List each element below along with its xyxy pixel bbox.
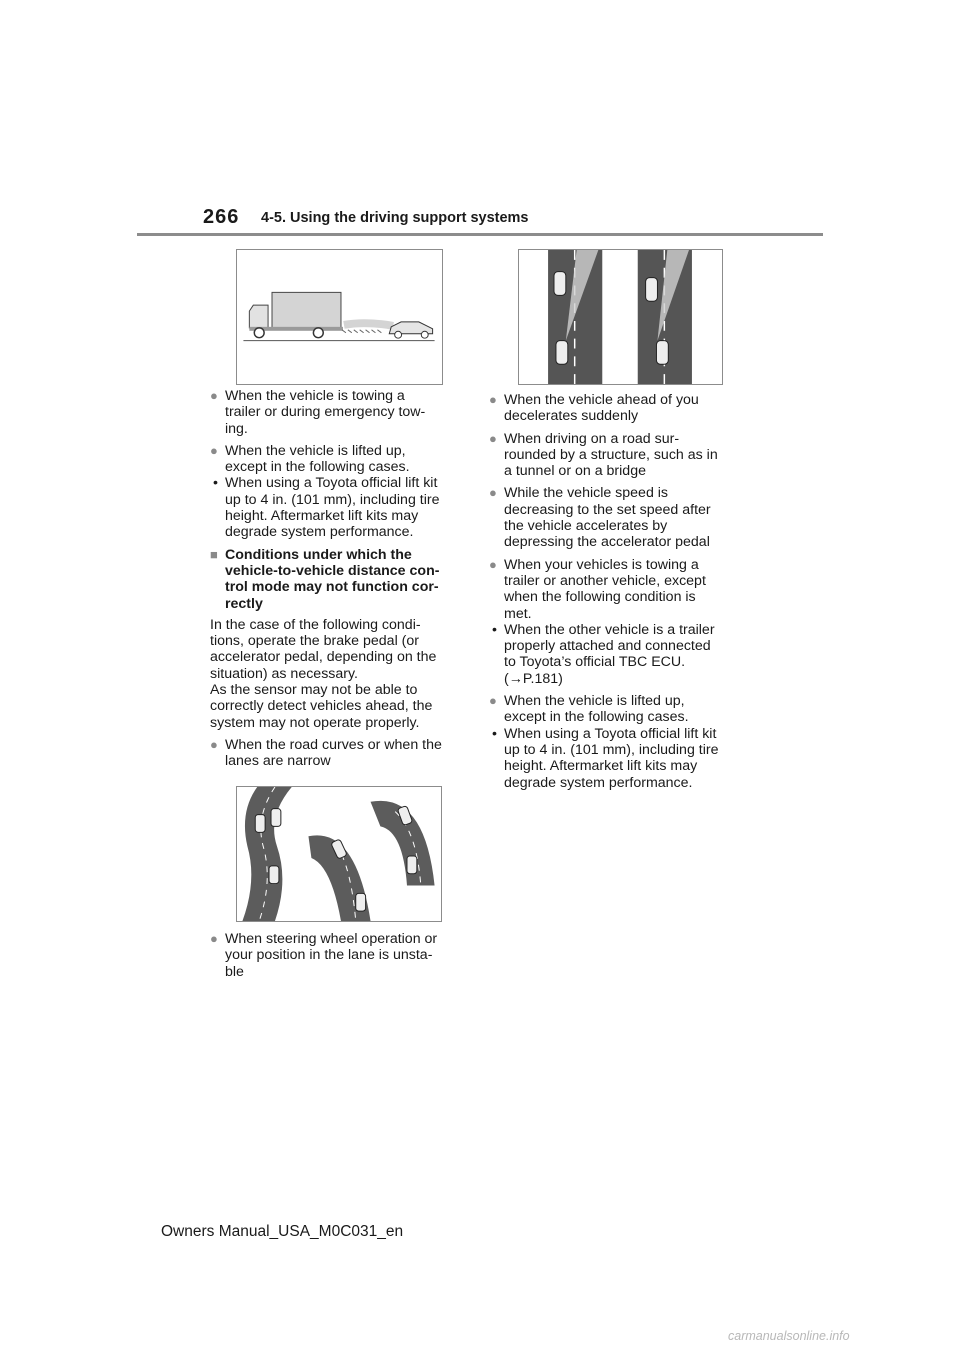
sub-item-lift-kit-right xyxy=(489,726,749,791)
text-line: when the following condition is xyxy=(504,589,696,606)
bullet-dot-icon: ● xyxy=(210,736,218,752)
bullet-steering-unstable xyxy=(210,931,470,980)
text-line: tions, operate the brake pedal (or xyxy=(210,633,420,650)
sub-bullet-icon: • xyxy=(492,725,497,742)
illustration-vehicle-ahead-decelerates xyxy=(518,249,723,385)
heading-line: trol mode may not function cor- xyxy=(225,579,439,596)
left-column-bottom xyxy=(210,931,470,986)
text-line: trailer or during emergency tow- xyxy=(225,404,426,421)
text-line: When driving on a road sur- xyxy=(504,430,680,447)
text-line: up to 4 in. (101 mm), including tire xyxy=(225,491,440,508)
bullet-dot-icon: ● xyxy=(489,430,497,446)
text-line: When the other vehicle is a trailer xyxy=(504,621,715,638)
bullet-dot-icon: ● xyxy=(210,931,218,946)
text-line: decelerates suddenly xyxy=(504,408,639,425)
conditions-paragraph xyxy=(210,617,470,731)
truck-car-illustration xyxy=(237,250,442,384)
page-reference-link[interactable]: (→P.181) xyxy=(504,670,563,687)
text-line: When the vehicle is lifted up, xyxy=(225,442,406,459)
text-line: properly attached and connected xyxy=(504,638,711,655)
header-divider xyxy=(137,233,823,236)
text-line: When using a Toyota official lift kit xyxy=(504,725,717,742)
text-line: When the vehicle ahead of you xyxy=(504,392,699,408)
text-line: system may not operate properly. xyxy=(210,714,420,731)
bullet-towing-another-vehicle xyxy=(489,557,749,622)
text-line: to Toyota’s official TBC ECU. xyxy=(504,654,686,671)
text-line: rounded by a structure, such as in xyxy=(504,446,718,463)
square-marker-icon: ■ xyxy=(210,546,218,562)
watermark: carmanualsonline.info xyxy=(728,1329,850,1343)
bullet-speed-decreasing xyxy=(489,485,749,550)
text-line: correctly detect vehicles ahead, the xyxy=(210,698,433,715)
bullet-towing-trailer xyxy=(210,388,470,437)
curves-illustration xyxy=(237,787,441,921)
text-line: except in the following cases. xyxy=(225,459,410,476)
text-line: In the case of the following condi- xyxy=(210,616,421,633)
illustration-truck-towing xyxy=(236,249,443,385)
text-line: ble xyxy=(225,963,244,980)
bullet-vehicle-lifted-right xyxy=(489,693,749,726)
text-line: lanes are narrow xyxy=(225,753,331,770)
footer-manual-id: Owners Manual_USA_M0C031_en xyxy=(161,1223,404,1240)
bullet-road-structure xyxy=(489,431,749,480)
bullet-vehicle-lifted xyxy=(210,443,470,476)
text-line: degrade system performance. xyxy=(225,524,414,541)
text-line: depressing the accelerator pedal xyxy=(504,534,710,551)
text-line: When the road curves or when the xyxy=(225,736,442,753)
text-line: As the sensor may not be able to xyxy=(210,682,418,699)
text-line: a tunnel or on a bridge xyxy=(504,463,646,480)
heading-line: Conditions under which the xyxy=(225,546,412,563)
heading-line: vehicle-to-vehicle distance con- xyxy=(225,562,440,579)
text-line: When your vehicles is towing a xyxy=(504,556,699,573)
heading-line: rectly xyxy=(225,595,263,612)
lanes-illustration xyxy=(519,250,722,384)
bullet-dot-icon: ● xyxy=(210,442,218,458)
text-line: While the vehicle speed is xyxy=(504,485,669,502)
sub-item-tbc-ecu xyxy=(489,622,749,687)
page-number: 266 xyxy=(203,206,240,228)
sub-bullet-icon: • xyxy=(213,475,218,492)
text-line: ing. xyxy=(225,420,248,437)
bullet-dot-icon: ● xyxy=(489,485,497,501)
text-line: met. xyxy=(504,605,532,622)
text-line: except in the following cases. xyxy=(504,709,689,726)
text-line: height. Aftermarket lift kits may xyxy=(504,758,698,775)
text-line: up to 4 in. (101 mm), including tire xyxy=(504,741,719,758)
text-line: your position in the lane is unsta- xyxy=(225,947,433,964)
text-line: decreasing to the set speed after xyxy=(504,501,711,518)
sub-bullet-icon: • xyxy=(492,621,497,638)
bullet-dot-icon: ● xyxy=(489,392,497,407)
text-line: When steering wheel operation or xyxy=(225,931,438,947)
text-line: situation) as necessary. xyxy=(210,665,358,682)
text-line: accelerator pedal, depending on the xyxy=(210,649,437,666)
bullet-dot-icon: ● xyxy=(489,693,497,709)
conditions-heading xyxy=(210,547,470,612)
sub-item-lift-kit xyxy=(210,475,470,540)
bullet-dot-icon: ● xyxy=(210,388,218,403)
text-line: height. Aftermarket lift kits may xyxy=(225,508,419,525)
bullet-dot-icon: ● xyxy=(489,556,497,572)
text-line: trailer or another vehicle, except xyxy=(504,572,706,589)
text-line: When using a Toyota official lift kit xyxy=(225,475,438,492)
text-line: When the vehicle is towing a xyxy=(225,388,405,404)
left-column xyxy=(210,388,470,776)
section-title: 4-5. Using the driving support systems xyxy=(261,210,529,226)
text-line: When the vehicle is lifted up, xyxy=(504,693,685,710)
bullet-vehicle-ahead-decelerates xyxy=(489,392,749,425)
bullet-road-curves xyxy=(210,737,470,770)
text-line: the vehicle accelerates by xyxy=(504,518,668,535)
illustration-curved-roads xyxy=(236,786,442,922)
text-line: degrade system performance. xyxy=(504,774,693,791)
right-column xyxy=(489,392,749,791)
